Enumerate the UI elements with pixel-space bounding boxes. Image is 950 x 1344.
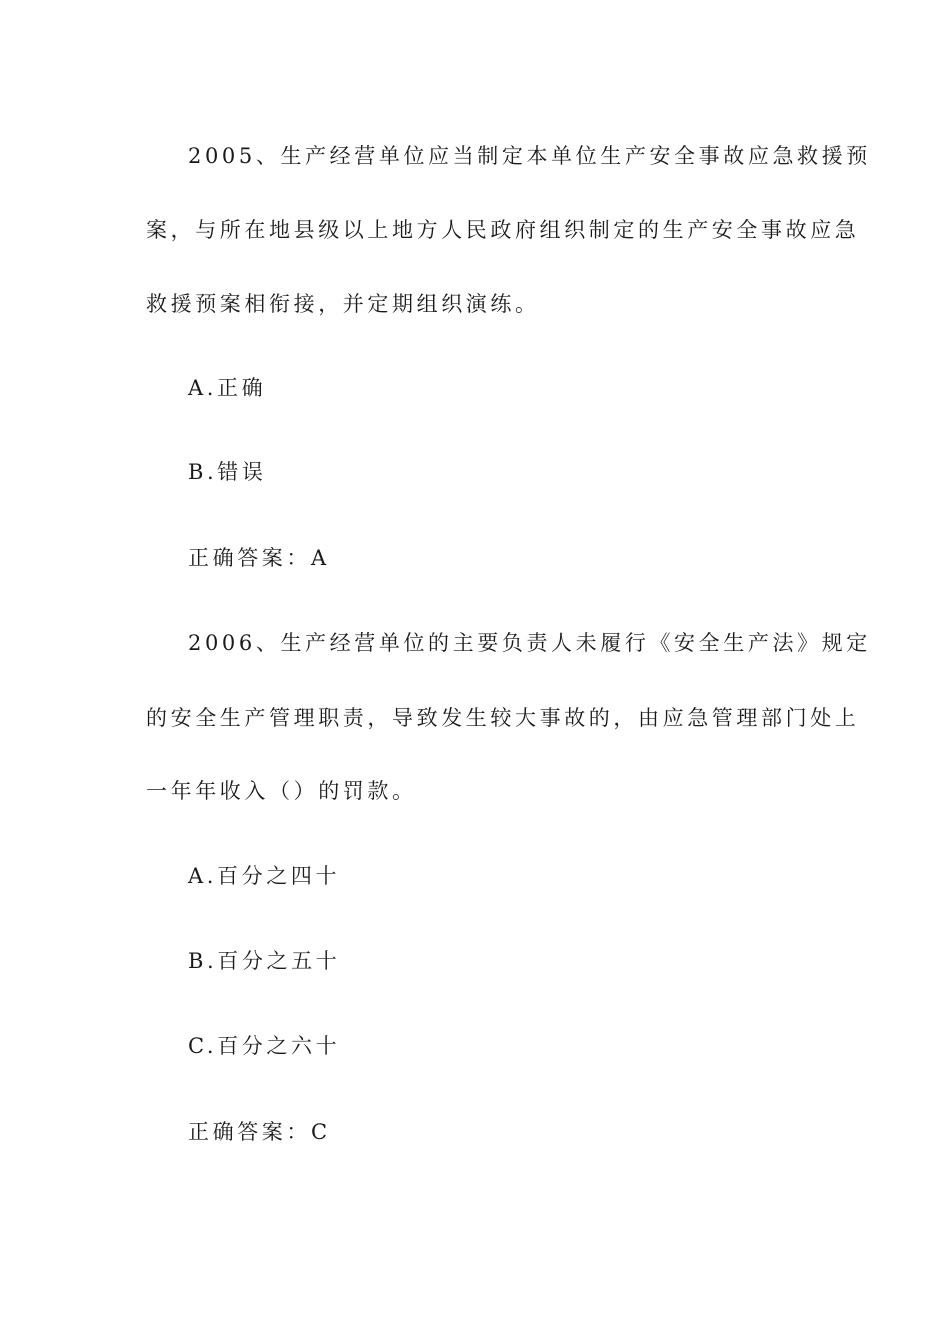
question-2006-option-b: B.百分之五十 bbox=[188, 949, 341, 973]
question-2005-option-a: A.正确 bbox=[188, 376, 267, 400]
question-2005-line-1: 2005、生产经营单位应当制定本单位生产安全事故应急救援预 bbox=[188, 144, 871, 168]
question-2005-option-b: B.错误 bbox=[188, 460, 267, 484]
question-2006-line-1: 2006、生产经营单位的主要负责人未履行《安全生产法》规定 bbox=[188, 631, 871, 655]
question-2006-option-a: A.百分之四十 bbox=[188, 864, 341, 888]
question-2005-answer: 正确答案：A bbox=[188, 546, 330, 570]
question-2006-option-c: C.百分之六十 bbox=[188, 1034, 341, 1058]
question-2005-line-2: 案，与所在地县级以上地方人民政府组织制定的生产安全事故应急 bbox=[146, 218, 860, 242]
question-2006-answer: 正确答案：C bbox=[188, 1120, 331, 1144]
question-2005-line-3: 救援预案相衔接，并定期组织演练。 bbox=[146, 292, 540, 316]
question-2006-line-3: 一年年收入（）的罚款。 bbox=[146, 779, 417, 803]
question-2006-line-2: 的安全生产管理职责，导致发生较大事故的，由应急管理部门处上 bbox=[146, 706, 860, 730]
